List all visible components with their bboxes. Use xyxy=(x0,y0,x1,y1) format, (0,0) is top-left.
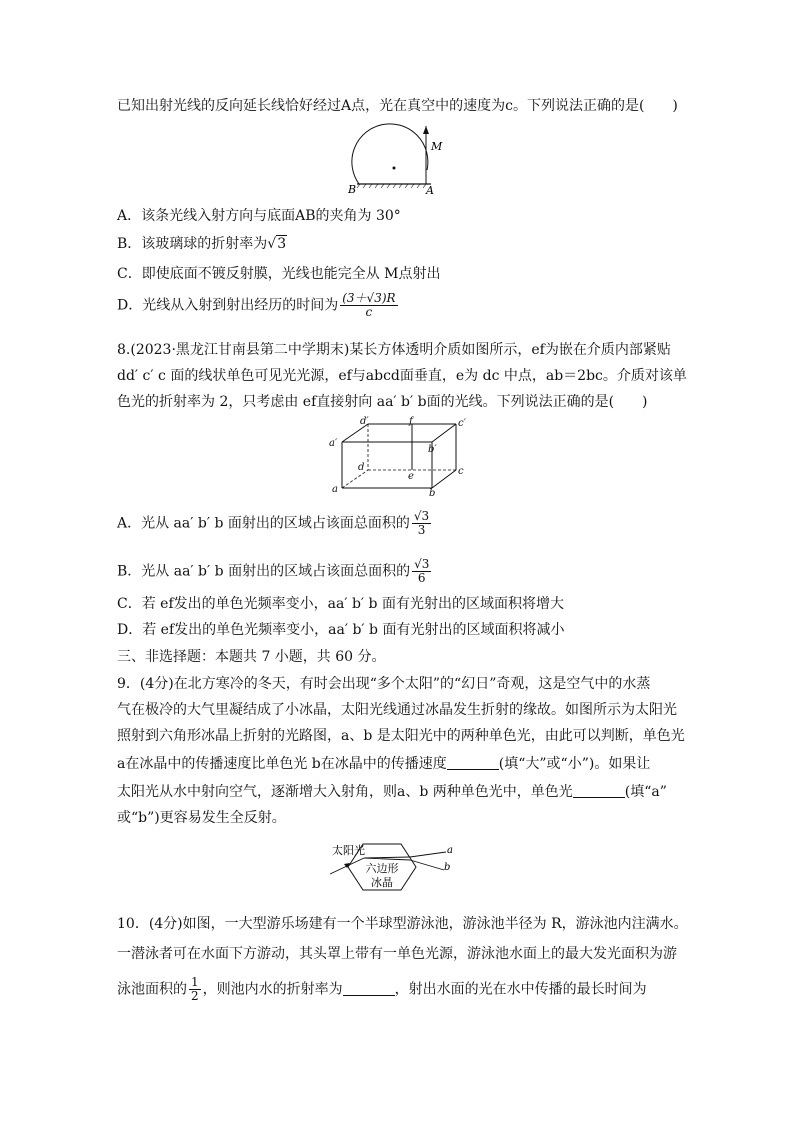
q10-line-2: 一潜泳者可在水面下方游动，其头罩上带有一单色光源，游泳池水面上的最大发光面积为游 xyxy=(117,946,677,962)
label-B: B xyxy=(348,183,357,196)
sqrt-3: √3 xyxy=(267,236,287,252)
label-c: c xyxy=(458,466,464,477)
q8-option-a-fraction: $\frac{√3}{3}$ xyxy=(413,509,430,537)
q9-ice-crystal-figure xyxy=(326,838,466,896)
label-M: M xyxy=(431,140,443,153)
label-b: b xyxy=(429,488,436,496)
label-a-ray: a xyxy=(447,845,453,856)
q7-option-d xyxy=(117,292,400,319)
q9-line-2: 气在极冷的大气里凝结成了小冰晶，太阳光线通过冰晶发生折射的缘故。如图所示为太阳光 xyxy=(117,702,677,718)
q8-option-b-fraction: $\frac{√3}{6}$ xyxy=(414,557,430,585)
q8-option-d: D．若 ef发出的单色光频率变小，aa′ b′ b 面有光射出的区域面积将减小 xyxy=(117,622,565,638)
q7-option-b xyxy=(117,234,287,254)
q8-line-2: dd′ c′ c 面的线状单色可见光光源，ef与abcd面垂直，e为 dc 中点，ab＝2bc。介质对该单 xyxy=(117,368,687,384)
label-d: d xyxy=(358,462,365,473)
label-a-prime: a′ xyxy=(329,438,338,449)
q7-stem: 已知出射光线的反向延长线恰好经过A点，光在真空中的速度为c。下列说法正确的是( ) xyxy=(117,98,678,114)
q7-option-d-fraction: $\frac{(3+√3)R}{c}$ xyxy=(342,291,396,319)
label-c-prime: c′ xyxy=(458,418,466,429)
crystal-label-2: 冰晶 xyxy=(371,876,393,889)
q7-option-b-text: B．该玻璃球的折射率为 xyxy=(117,236,268,252)
q9-line-5b: (填“a” xyxy=(624,784,667,800)
ray-a xyxy=(410,852,446,857)
label-e: e xyxy=(408,471,414,482)
q10-line-3a: 泳池面积的 xyxy=(117,981,187,998)
mirror-hatching xyxy=(357,184,426,188)
label-a: a xyxy=(332,484,338,495)
q9-line-4 xyxy=(117,754,650,774)
q10-line-1: 10．(4分)如图，一大型游乐场建有一个半球型游泳池，游泳池半径为 R，游泳池内注满水。 xyxy=(117,916,688,932)
q9-line-4b: (填“大”或“小”)。如果让 xyxy=(498,756,651,772)
answer-blank-1[interactable] xyxy=(447,755,499,770)
q10-line-3b: ，则池内水的折射率为 xyxy=(202,981,343,998)
q9-line-5 xyxy=(117,782,667,802)
q9-line-4a: a在冰晶中的传播速度比单色光 b在冰晶中的传播速度 xyxy=(117,756,447,772)
q8-option-b-text: B．光从 aa′ b′ b 面射出的区域占该面总面积的 xyxy=(117,563,411,580)
q10-line-3c: ，射出水面的光在水中传播的最长时间为 xyxy=(394,981,647,998)
q8-option-a xyxy=(117,510,433,537)
sun-label: 太阳光 xyxy=(332,844,365,857)
q10-line-3 xyxy=(117,976,647,1003)
q9-line-3: 照射到六角形冰晶上折射的光路图，a、b 是太阳光中的两种单色光，由此可以判断，单色光 xyxy=(117,728,685,744)
section-heading: 三、非选择题：本题共 7 小题，共 60 分。 xyxy=(117,649,386,665)
q7-option-a: A．该条光线入射方向与底面AB的夹角为 30° xyxy=(117,208,401,224)
center-dot xyxy=(393,167,396,170)
label-b-ray: b xyxy=(444,862,451,873)
answer-blank-2[interactable] xyxy=(573,783,625,798)
q7-hemisphere-figure xyxy=(340,120,460,200)
arrow-head-icon xyxy=(423,126,429,134)
q9-line-6: 或“b”)更容易发生全反射。 xyxy=(117,810,286,826)
label-d-prime: d′ xyxy=(360,416,369,427)
q10-fraction: $\frac{1}{2}$ xyxy=(191,975,199,1003)
q8-line-3: 色光的折射率为 2，只考虑由 ef直接射向 aa′ b′ b面的光线。下列说法正确的是( ) xyxy=(117,394,648,410)
label-A: A xyxy=(426,184,434,197)
q7-option-c: C．即使底面不镀反射膜，光线也能完全从 M点射出 xyxy=(117,266,441,282)
label-f: f xyxy=(409,416,413,427)
q9-line-5a: 太阳光从水中射向空气，逐渐增大入射角，则a、b 两种单色光中，单色光 xyxy=(117,784,573,800)
q8-cuboid-figure xyxy=(322,416,472,496)
q9-line-1: 9．(4分)在北方寒冷的冬天，有时会出现“多个太阳”的“幻日”奇观，这是空气中的水蒸 xyxy=(117,676,651,692)
label-b-prime: b′ xyxy=(428,444,437,455)
q8-option-b xyxy=(117,558,433,585)
q7-option-d-text: D．光线从入射到射出经历的时间为 xyxy=(117,297,339,314)
answer-blank-3[interactable] xyxy=(343,981,395,996)
hemisphere-arc xyxy=(352,124,428,184)
q8-option-c: C．若 ef发出的单色光频率变小，aa′ b′ b 面有光射出的区域面积将增大 xyxy=(117,596,564,612)
crystal-label-1: 六边形 xyxy=(365,862,399,875)
q8-line-1: 8.(2023·黑龙江甘南县第二中学期末)某长方体透明介质如图所示，ef为嵌在介质内部紧贴 xyxy=(117,342,671,358)
q8-option-a-text: A．光从 aa′ b′ b 面射出的区域占该面总面积的 xyxy=(117,515,410,532)
